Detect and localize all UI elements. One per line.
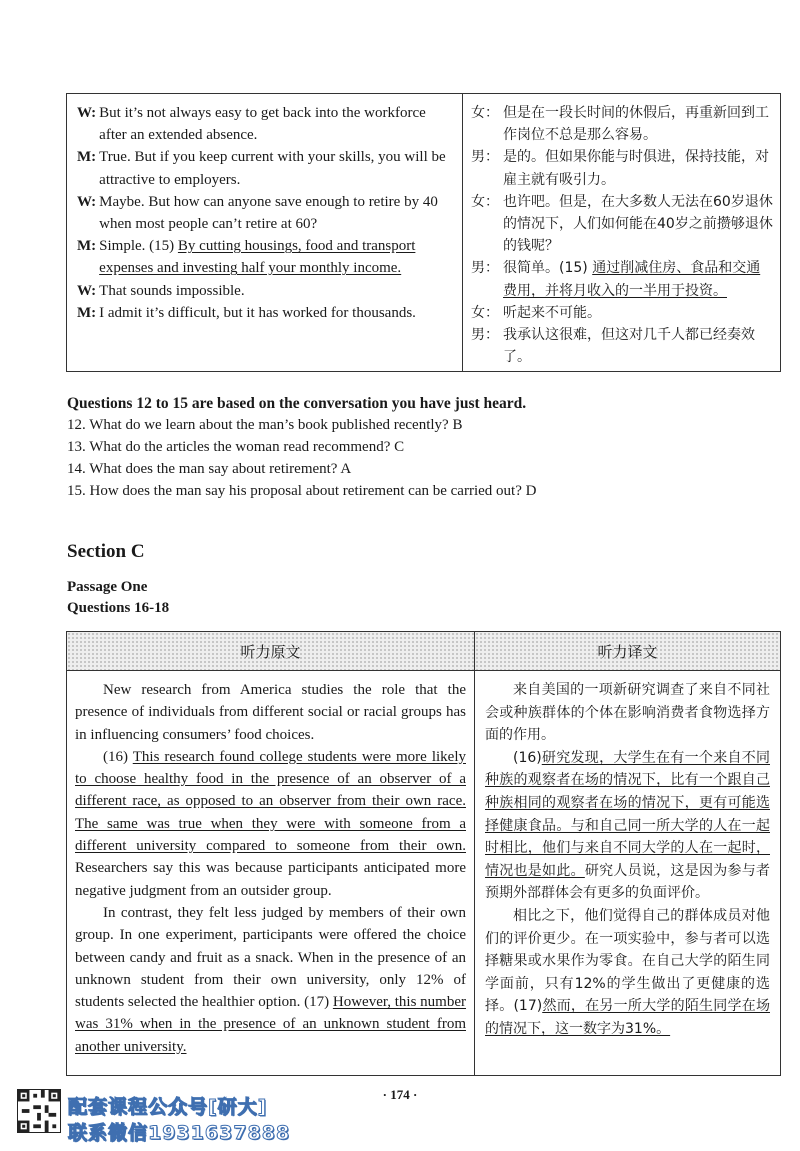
- underlined-answer: 通过削减住房、食品和交通费用，并将月收入的一半用于投资。: [503, 260, 761, 299]
- utterance-text: [99, 146, 454, 190]
- utterance-plain: 很简单。(15): [503, 260, 593, 277]
- paragraph-text: Researchers say this was because participants anticipated more negative judgment from an outsider group.: [75, 860, 466, 899]
- utterance-text: [99, 280, 244, 302]
- utterance-text: [503, 257, 774, 301]
- speaker-label: W:: [77, 282, 97, 299]
- utterance-text: [99, 102, 454, 146]
- utterance-text: [99, 235, 454, 279]
- utterance-text: [99, 191, 454, 235]
- underlined-answer: 研究发现，大学生在有一个来自不同种族的观察者在场的情况下，比有一个跟自己种族相同的观察者在场的情况下，更有可能选择健康食品。与和自己同一所大学的人在一起时相比，他们与来自不同大学的人在一起时，情况也是如此。: [485, 749, 770, 879]
- question-item: 15. How does the man say his proposal about retirement can be carried out? D: [67, 483, 537, 499]
- speaker-label: 女：: [471, 193, 499, 210]
- dialogue-line-cn: [471, 146, 774, 190]
- utterance-plain: True. But if you keep current with your skills, you will be attractive to employers.: [99, 149, 446, 188]
- speaker-label: 男：: [471, 149, 499, 166]
- dialogue-line-cn: [471, 191, 774, 258]
- dialogue-line-en: [77, 235, 454, 279]
- speaker-label: W:: [77, 105, 97, 121]
- utterance-plain: 也许吧。但是，在大多数人无法在60岁退休的情况下，人们如何能在40岁之前攒够退休的钱呢？: [503, 193, 773, 255]
- utterance-text: [503, 191, 774, 258]
- header-original: 听力原文: [67, 632, 475, 670]
- question-item: 12. What do we learn about the man’s book published recently? B: [67, 417, 463, 433]
- underlined-answer: By cutting housings, food and transport expenses and investing half your monthly income.: [99, 238, 416, 277]
- header-translation: 听力译文: [597, 642, 658, 661]
- utterance-plain: 听起来不可能。: [503, 304, 601, 321]
- dialogue-chinese-column: [463, 94, 780, 371]
- utterance-plain: Maybe. But how can anyone save enough to retire by 40 when most people can’t retire at 60?: [99, 193, 438, 233]
- utterance-plain: 我承认这很难，但这对几千人都已经奏效了。: [503, 327, 755, 366]
- page-number: · 174 ·: [382, 1087, 418, 1102]
- question-item: 13. What do the articles the woman read recommend? C: [67, 439, 405, 455]
- utterance-text: [99, 302, 416, 324]
- questions-heading: Questions 12 to 15 are based on the conversation you have just heard.: [67, 395, 527, 412]
- passage-paragraph-cn: [485, 905, 770, 1041]
- watermark-line1: 配套课程公众号[研大]: [68, 1096, 268, 1118]
- paragraph-text: 研究人员说，这是因为参与者预期外部群体会有更多的负面评价。: [485, 862, 771, 902]
- question-item: 14. What does the man say about retirement? A: [67, 461, 352, 477]
- utterance-plain: 是的。但如果你能与时俱进，保持技能，对雇主就有吸引力。: [503, 149, 769, 188]
- passage-table: [66, 631, 781, 1076]
- utterance-plain: That sounds impossible.: [99, 282, 245, 299]
- dialogue-line-cn: [471, 257, 774, 301]
- utterance-text: [503, 324, 774, 368]
- passage-paragraph-cn: [485, 679, 770, 747]
- passage-paragraph-en: [75, 746, 466, 902]
- utterance-text: [503, 146, 774, 190]
- passage-paragraph-en: [75, 902, 466, 1058]
- paragraph-text: New research from America studies the role that the presence of individuals from different social or racial groups has in influencing consumers’ food choices.: [75, 682, 466, 743]
- watermark-line2: 联系微信1931637888: [68, 1122, 291, 1144]
- utterance-plain: 但是在一段长时间的休假后，再重新回到工作岗位不总是那么容易。: [503, 105, 769, 144]
- dialogue-line-cn: [471, 102, 774, 146]
- speaker-label: 男：: [471, 260, 499, 277]
- passage-table-body: [67, 671, 780, 1076]
- questions-block: [67, 393, 767, 502]
- dialogue-line-en: [77, 302, 454, 324]
- paragraph-text: (16): [513, 749, 542, 766]
- paragraph-text: In contrast, they felt less judged by members of their own group. In one experiment, participants were offered the choice between candy and fruit as a snack. When in the presence of an unknown student from their own university, only 12% of students selected the healthier option. (17): [75, 904, 466, 1011]
- speaker-label: 女：: [471, 105, 499, 121]
- utterance-plain: Simple. (15): [99, 238, 178, 255]
- qr-code-icon: [17, 1089, 61, 1133]
- underlined-answer: 然而，在另一所大学的陌生同学在场的情况下，这一数字为31%。: [485, 998, 770, 1037]
- paragraph-text: 来自美国的一项新研究调查了来自不同社会或种族群体的个体在影响消费者食物选择方面的作用。: [485, 682, 770, 744]
- utterance-text: [503, 102, 774, 146]
- paragraph-text: (16): [103, 748, 133, 765]
- speaker-label: M:: [77, 149, 97, 166]
- dialogue-line-en: [77, 102, 454, 146]
- utterance-text: [503, 302, 601, 324]
- section-title: Section C: [67, 541, 145, 562]
- dialogue-table: [66, 93, 781, 372]
- passage-paragraph-en: [75, 679, 466, 746]
- underlined-answer: This research found college students were more likely to choose healthy food in the presence of an observer of a different race, as opposed to an observer from their own race. The same was true when they were with someone from a different university compared to someone from their own.: [75, 748, 466, 855]
- dialogue-line-en: [77, 191, 454, 235]
- utterance-plain: But it’s not always easy to get back into the workforce after an extended absence.: [99, 105, 426, 144]
- dialogue-line-cn: [471, 324, 774, 368]
- speaker-label: M:: [77, 238, 97, 255]
- speaker-label: W:: [77, 193, 97, 210]
- paragraph-text: 相比之下，他们觉得自己的群体成员对他们的评价更少。在一项实验中，参与者可以选择糖果或水果作为零食。在自己大学的陌生同学面前，只有12%的学生做出了更健康的选择。(17): [485, 907, 770, 1015]
- speaker-label: M:: [77, 304, 97, 321]
- dialogue-line-cn: [471, 302, 774, 324]
- questions-range: Questions 16-18: [67, 600, 170, 616]
- passage-chinese-column: [475, 671, 780, 1076]
- dialogue-line-en: [77, 280, 454, 302]
- passage-title: Passage One: [67, 579, 148, 595]
- underlined-answer: However, this number was 31% when in the presence of an unknown student from another university.: [75, 994, 467, 1055]
- utterance-plain: I admit it’s difficult, but it has worked for thousands.: [99, 304, 416, 321]
- dialogue-line-en: [77, 146, 454, 190]
- passage-table-header: [67, 632, 780, 671]
- passage-english-column: [67, 671, 475, 1076]
- passage-paragraph-cn: [485, 747, 770, 905]
- speaker-label: 男：: [471, 327, 499, 344]
- dialogue-english-column: [67, 94, 463, 371]
- speaker-label: 女：: [471, 304, 499, 321]
